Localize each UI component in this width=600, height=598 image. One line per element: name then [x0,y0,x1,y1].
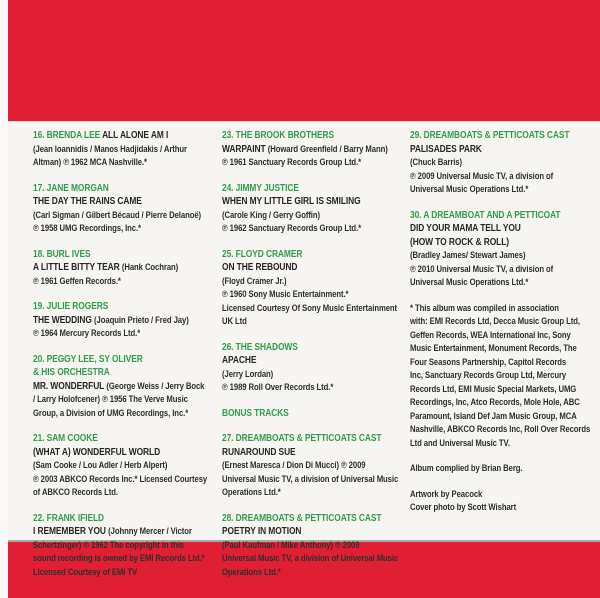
track-heading: 26. THE SHADOWS [222,341,298,353]
track-20 [33,352,211,420]
credit-text: Licensed Courtesy of EMI TV [33,566,138,577]
credit-text: ℗ 2010 Universal Music TV, a division of [410,263,554,274]
track-heading: 30. A DREAMBOAT AND A PETTICOAT [410,209,561,221]
text-line [33,299,211,313]
text-line [33,379,211,393]
credit-text: (Jerry Lordan) [222,368,274,379]
text-line [33,128,211,142]
track-25 [222,247,400,328]
track-17 [33,181,211,235]
text-line [33,538,211,552]
text-line [222,155,400,169]
credits-column-3 [410,128,591,526]
credit-text: ℗ 1962 Sanctuary Records Group Ltd.* [222,223,362,233]
text-line [33,551,211,565]
credit-text: Cover photo by Scott Wishart [410,502,517,512]
text-line [222,221,400,235]
song-title: WHEN MY LITTLE GIRL IS SMILING [222,196,361,207]
text-line [33,365,211,379]
song-title: PALISADES PARK [410,143,482,155]
track-heading: 16. BRENDA LEE [33,130,103,141]
text-line [410,275,588,289]
track-heading: & HIS ORCHESTRA [33,367,110,378]
text-line [410,382,588,396]
text-line [410,409,588,423]
credit-text: ℗ 2009 Universal Music TV, a division of [410,170,554,181]
text-line [33,445,211,459]
text-line [222,431,400,445]
text-line [410,182,588,196]
credit-text: Nashville, ABKCO Records Inc, Roll Over Records [410,424,591,434]
credit-text: ℗ 1989 Roll Over Records Ltd.* [222,382,334,392]
text-line [33,274,211,288]
text-line [33,260,211,274]
text-line [410,487,588,501]
credit-text: (Chuck Barris) [410,157,463,167]
text-line [222,260,400,274]
track-heading: 28. DREAMBOATS & PETTICOATS CAST [222,512,382,524]
credit-text: ℗ 1961 Sanctuary Records Group Ltd.* [222,157,362,167]
text-line [222,353,400,367]
credit-text: (Joaquin Prieto / Fred Jay) [94,314,189,325]
credit-text: Group, a Division of UMG Recordings, Inc.* [33,407,189,418]
text-line [410,341,588,355]
track-28 [222,511,400,579]
text-line [222,445,400,459]
bonus-tracks-heading [222,406,400,420]
track-30 [410,208,588,289]
text-line [222,367,400,381]
text-line [410,208,588,222]
credits-column-2 [222,128,400,590]
song-title: POETRY IN MOTION [222,526,302,537]
track-16 [33,128,211,169]
text-line [33,181,211,195]
credit-text: (Jean Ioannidis / Manos Hadjidakis / Arthur [33,143,187,154]
text-line [410,328,588,342]
credit-text: Music Entertainment, Monument Records, The [410,343,577,353]
credit-text: Licensed Courtesy Of Sony Music Entertainment [222,302,398,313]
credit-text: Artwork by Peacock [410,488,483,499]
text-line [410,248,588,262]
text-line [222,511,400,525]
track-29 [410,128,588,196]
track-heading: 24. JIMMY JUSTICE [222,182,299,194]
text-line [33,194,211,208]
text-line [33,221,211,235]
credit-text: (George Weiss / Jerry Bock [106,380,205,391]
credit-text: (Johnny Mercer / Victor [108,526,192,536]
text-line [410,155,588,169]
credit-text: ℗ 1964 Mercury Records Ltd.* [33,328,141,338]
credit-text: (Paul Kaufman / Mike Anthony) ℗ 2009 [222,539,360,550]
song-title: THE WEDDING [33,314,95,326]
credit-text: / Larry Holofcener) ℗ 1956 The Verve Music [33,394,188,404]
credit-text: Geffen Records, WEA International Inc, Sony [410,329,571,340]
song-title: ALL ALONE AM I [102,130,169,141]
text-line [222,485,400,499]
text-line [33,485,211,499]
credit-text: Album complied by Brian Berg. [410,463,523,473]
track-heading: 21. SAM COOKE [33,433,98,444]
text-line [33,326,211,340]
credit-text: Four Seasons Partnership, Capitol Records [410,356,567,367]
song-title: MR. WONDERFUL [33,380,107,392]
text-line [222,472,400,486]
text-line [410,355,588,369]
text-line [222,565,400,579]
text-line [33,511,211,525]
track-heading: 17. JANE MORGAN [33,182,109,194]
song-title: APACHE [222,355,257,366]
text-line [33,352,211,366]
track-21 [33,431,211,499]
credit-text: UK Ltd [222,316,247,326]
text-line [222,142,400,156]
text-line [410,262,588,276]
credit-text: ℗ 1961 Geffen Records.* [33,275,121,286]
track-heading: 18. BURL IVES [33,248,91,260]
text-line [410,500,588,514]
credit-text: ℗ 1960 Sony Music Entertainment.* [222,289,349,299]
credit-text: Recordings, Inc, Atco Records, Mole Hole, ABC [410,397,580,407]
text-line [222,274,400,288]
song-title: (HOW TO ROCK & ROLL) [410,236,509,248]
credit-text: (Sam Cooke / Lou Adler / Herb Alpert) [33,460,168,470]
track-27 [222,431,400,499]
credit-text: Universal Music Operations Ltd.* [410,184,529,194]
text-line [222,301,400,315]
credit-text: Ltd and Universal Music TV. [410,437,510,448]
text-line [222,458,400,472]
text-line [410,395,588,409]
credit-text: Universal Music TV, a division of Universal Music [222,553,399,563]
artwork-credit [410,487,588,514]
text-line [410,461,588,475]
text-line [410,169,588,183]
text-line [33,458,211,472]
credit-text: (Bradley James/ Stewart James) [410,250,526,260]
credit-text: (Howard Greenfield / Barry Mann) [267,143,388,154]
text-line [33,142,211,156]
text-line [33,406,211,420]
page-edge-strip [0,0,8,598]
credit-text: Altman) ℗ 1962 MCA Nashville.* [33,157,147,167]
top-red-band [8,0,600,122]
credit-text: Universal Music Operations Ltd.* [410,277,529,287]
credit-text: (Carole King / Gerry Goffin) [222,209,320,220]
song-title: RUNAROUND SUE [222,446,296,458]
text-line [222,538,400,552]
text-line [222,287,400,301]
track-heading: 22. FRANK IFIELD [33,512,105,524]
song-title: I REMEMBER YOU [33,526,109,537]
track-19 [33,299,211,340]
credit-text: * This album was compiled in association [410,302,559,313]
credit-text: with: EMI Records Ltd, Decca Music Group Ltd, [410,316,580,326]
track-heading: 20. PEGGY LEE, SY OLIVER [33,353,143,365]
text-line [222,314,400,328]
text-line [33,247,211,261]
track-22 [33,511,211,579]
text-line [33,431,211,445]
text-line [410,221,588,235]
compilation-footnote [410,301,591,450]
text-line [222,208,400,222]
track-heading: 23. THE BROOK BROTHERS [222,130,335,141]
song-title: DID YOUR MAMA TELL YOU [410,223,521,234]
credit-text: (Ernest Maresca / Dion Di Mucci) ℗ 2009 [222,460,366,470]
text-line [410,436,588,450]
text-line [33,313,211,327]
text-line [222,406,400,420]
song-title: A LITTLE BITTY TEAR [33,262,122,273]
track-26 [222,340,400,394]
credit-text: Universal Music TV, a division of Universal Music [222,473,399,484]
credit-text: of ABKCO Records Ltd. [33,487,118,497]
song-title: ON THE REBOUND [222,262,298,273]
text-line [410,235,588,249]
text-line [410,368,588,382]
credit-text: (Floyd Cramer Jr.) [222,275,287,286]
text-line [222,380,400,394]
credit-text: Paramount, Island Def Jam Music Group, MCA [410,410,577,421]
track-heading: 19. JULIE ROGERS [33,301,109,312]
text-line [33,208,211,222]
text-line [222,551,400,565]
song-title: THE DAY THE RAINS CAME [33,196,142,207]
text-line [410,301,588,315]
text-line [222,340,400,354]
track-heading: 25. FLOYD CRAMER [222,248,303,260]
text-line [222,128,400,142]
text-line [33,524,211,538]
text-line [222,194,400,208]
text-line [410,128,588,142]
credit-text: Records Ltd, EMI Music Special Markets, UMG [410,383,577,394]
text-line [410,314,588,328]
track-heading: 27. DREAMBOATS & PETTICOATS CAST [222,433,382,444]
text-line [33,565,211,579]
credit-text: sound recording is owned by EMI Records Ltd.* [33,553,205,563]
track-23 [222,128,400,169]
track-18 [33,247,211,288]
track-heading: BONUS TRACKS [222,407,289,419]
text-line [222,247,400,261]
credit-text: Operations Ltd.* [222,487,281,497]
credit-text: ℗ 2003 ABKCO Records Inc.* Licensed Courtesy [33,473,208,484]
text-line [410,142,588,156]
text-line [33,472,211,486]
credit-text: (Hank Cochran) [121,262,179,272]
credit-text: Inc, Sanctuary Records Group Ltd, Mercury [410,370,567,380]
track-24 [222,181,400,235]
credit-text: ℗ 1958 UMG Recordings, Inc.* [33,223,141,233]
text-line [222,181,400,195]
track-heading: 29. DREAMBOATS & PETTICOATS CAST [410,130,570,141]
song-title: (WHAT A) WONDERFUL WORLD [33,446,161,458]
text-line [410,422,591,436]
credits-column-1 [33,128,211,590]
credit-text: Schertzinger) ℗ 1962 The copyright in this [33,539,184,550]
song-title: WARPAINT [222,143,268,155]
credit-text: (Carl Sigman / Gilbert Bécaud / Pierre Delanoë) [33,209,202,220]
album-credit [410,461,588,475]
credit-text: Operations Ltd.* [222,566,281,577]
text-line [33,392,211,406]
text-line [33,155,211,169]
text-line [222,524,400,538]
